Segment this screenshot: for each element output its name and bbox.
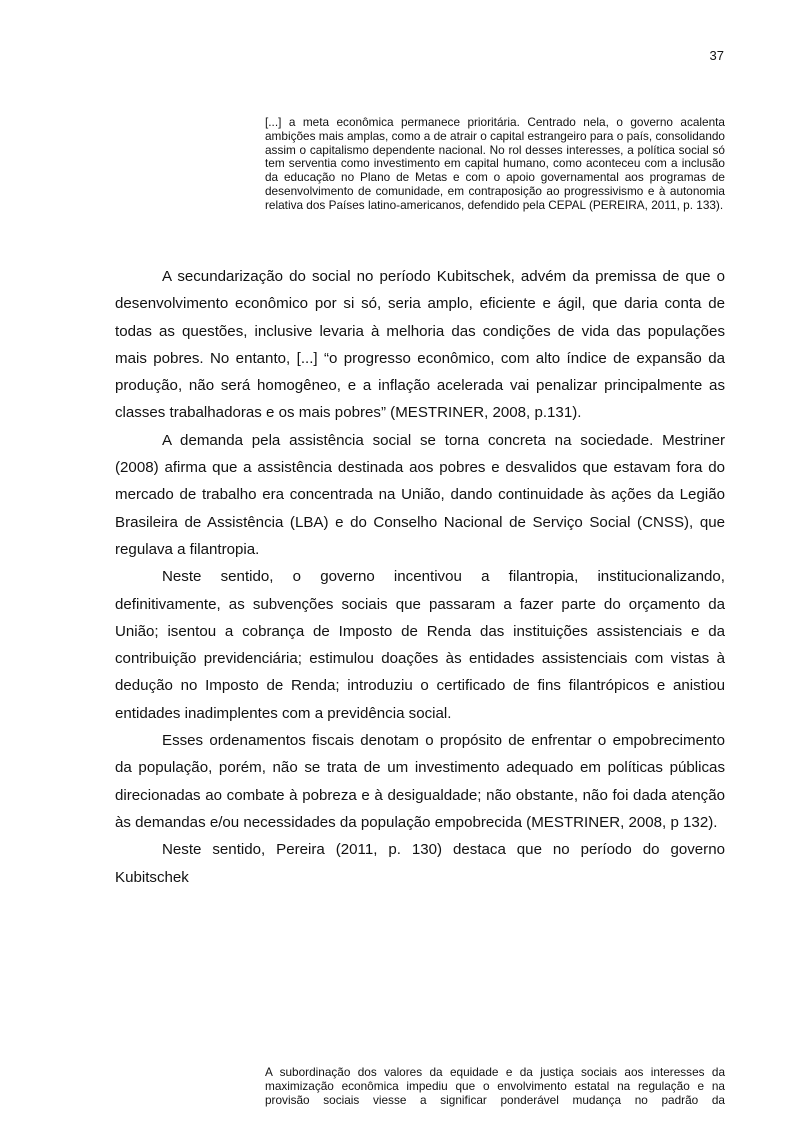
paragraph-pereira-intro: Neste sentido, Pereira (2011, p. 130) destaca que no período do governo Kubitschek <box>115 841 725 886</box>
paragraph-kubitschek-social: A secundarização do social no período Kubitschek, advém da premissa de que o desenvolvimento econômico por si só, seria amplo, eficiente e ágil, que daria conta de todas as questões, inclusive levaria à melhoria das condições de vida das populações mais pobres. No entanto, [...] “o progresso econômico, com alto índice de expansão da produção, não será homogêneo, e a inflação acelerada vai penalizar principalmente as classes trabalhadoras e os mais pobres” (MESTRINER, 2008, p.131). <box>115 268 725 422</box>
block-quote-pereira-133: [...] a meta econômica permanece prioritária. Centrado nela, o governo acalenta ambições mais amplas, como a de atrair o capital estrangeiro para o país, consolidando assim o capitalismo dependente nacional. No rol desses interesses, a política social só tem serventia como investimento em capital humano, como aconteceu com a inclusão da educação no Plano de Metas e com o apoio governamental aos programas de desenvolvimento de comunidade, em contraposição ao progressivismo e à autonomia relativa dos Países latino-americanos, defendido pela CEPAL (PEREIRA, 2011, p. 133). <box>265 115 725 212</box>
page-number: 37 <box>709 48 724 63</box>
paragraph-fiscal-measures: Esses ordenamentos fiscais denotam o propósito de enfrentar o empobrecimento da população, porém, não se trata de um investimento adequado em políticas públicas direcionadas ao combate à pobreza e à desigualdade; não obstante, não foi dada atenção às demandas e/ou necessidades da população empobrecida (MESTRINER, 2008, p 132). <box>115 732 725 831</box>
body-text <box>115 263 725 891</box>
paragraph-social-assistance-demand: A demanda pela assistência social se torna concreta na sociedade. Mestriner (2008) afirma que a assistência destinada aos pobres e desvalidos que estavam fora do mercado de trabalho era concentrada na União, dando continuidade às ações da Legião Brasileira de Assistência (LBA) e do Conselho Nacional de Serviço Social (CNSS), que regulava a filantropia. <box>115 431 725 558</box>
block-quote-pereira-130: A subordinação dos valores da equidade e da justiça sociais aos interesses da maximização econômica impediu que o envolvimento estatal na regulação e na provisão sociais viesse a significar ponderável mudança no padrão da <box>265 1065 725 1107</box>
paragraph-government-philanthropy: Neste sentido, o governo incentivou a filantropia, institucionalizando, definitivamente, as subvenções sociais que passaram a fazer parte do orçamento da União; isentou a cobrança de Imposto de Renda das instituições assistenciais e da contribuição previdenciária; estimulou doações às entidades assistenciais com vistas à dedução no Imposto de Renda; introduziu o certificado de fins filantrópicos e anistiou entidades inadimplentes com a previdência social. <box>115 568 725 722</box>
